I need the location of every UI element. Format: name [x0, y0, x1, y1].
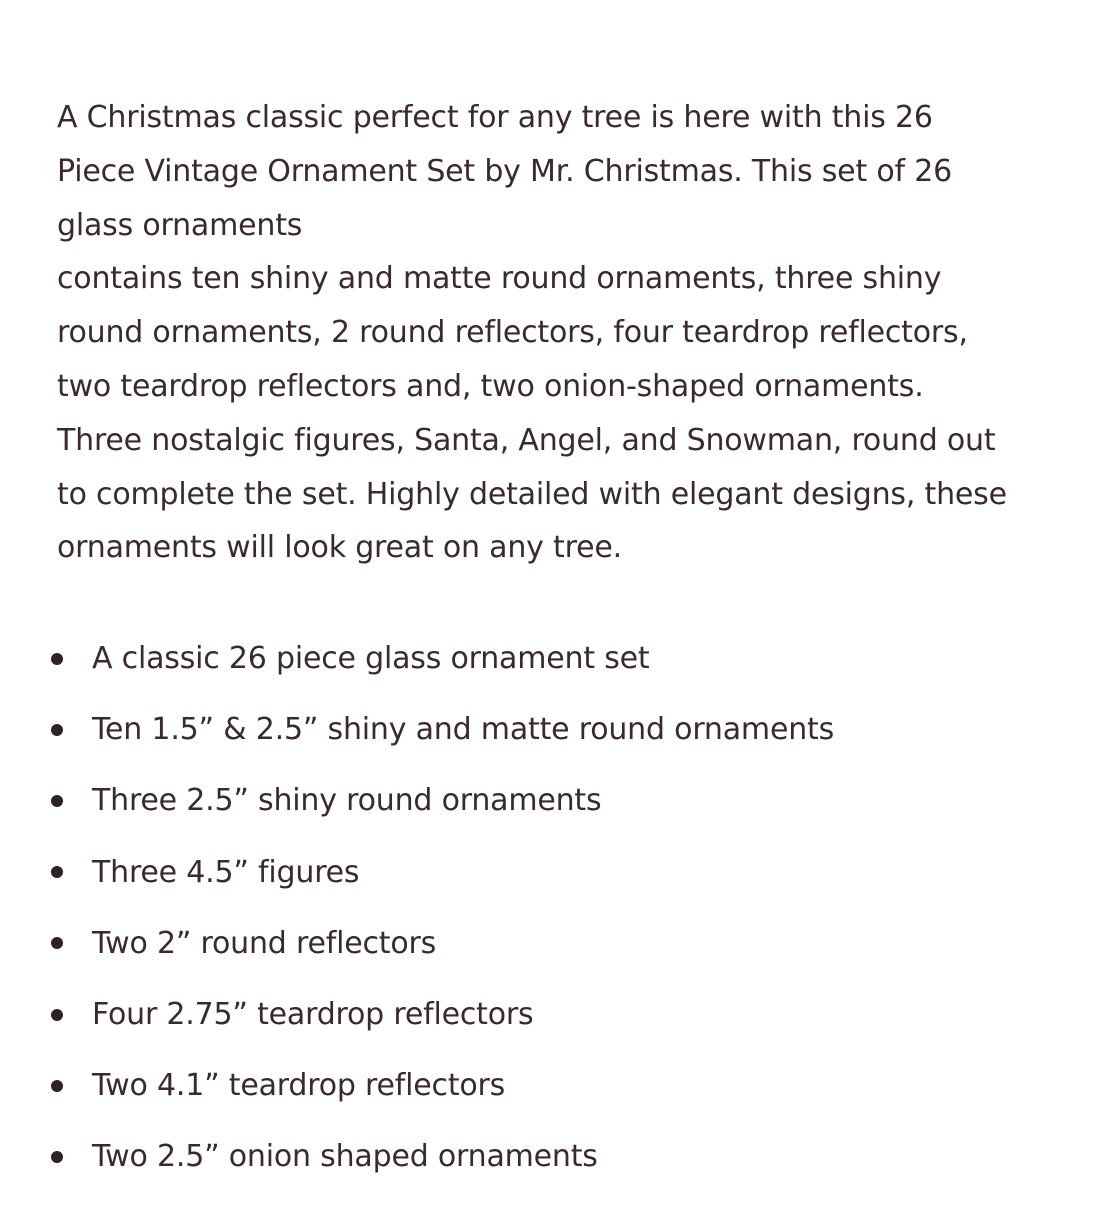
bullet-icon	[51, 1151, 63, 1163]
feature-list-item	[49, 979, 834, 1050]
description-line: Piece Vintage Ornament Set by Mr. Christmas. This set of 26	[57, 153, 952, 189]
description-line: round ornaments, 2 round reflectors, four teardrop reflectors,	[57, 315, 968, 351]
description-line: to complete the set. Highly detailed with elegant designs, these	[57, 476, 1007, 512]
feature-text: Two 2” round reflectors	[92, 925, 437, 961]
description-line: contains ten shiny and matte round ornaments, three shiny	[57, 261, 942, 297]
description-line: ornaments will look great on any tree.	[57, 530, 622, 566]
feature-text: Four 2.75” teardrop reflectors	[92, 997, 534, 1033]
description-line: Three nostalgic figures, Santa, Angel, and Snowman, round out	[57, 422, 996, 458]
bullet-icon	[51, 937, 63, 949]
feature-text: Three 4.5” figures	[92, 854, 360, 890]
feature-list-item	[49, 1050, 834, 1121]
description-line: glass ornaments	[57, 207, 303, 243]
bullet-icon	[51, 866, 63, 878]
feature-list-item	[49, 623, 834, 694]
product-description-section	[57, 91, 1067, 575]
feature-text: Two 4.1” teardrop reflectors	[92, 1068, 506, 1104]
description-line: two teardrop reflectors and, two onion-shaped ornaments.	[57, 368, 924, 404]
feature-list-item	[49, 694, 834, 765]
bullet-icon	[51, 1080, 63, 1092]
bullet-icon	[51, 653, 63, 665]
feature-text: Two 2.5” onion shaped ornaments	[92, 1139, 598, 1175]
feature-text: Three 2.5” shiny round ornaments	[92, 783, 602, 819]
feature-list-item	[49, 765, 834, 836]
description-line: A Christmas classic perfect for any tree is here with this 26	[57, 100, 933, 135]
feature-list-item	[49, 1121, 834, 1192]
bullet-icon	[51, 795, 63, 807]
bullet-icon	[51, 724, 63, 736]
feature-text: Ten 1.5” & 2.5” shiny and matte round ornaments	[92, 712, 835, 748]
bullet-icon	[51, 1009, 63, 1021]
feature-list	[49, 623, 834, 1193]
feature-text: A classic 26 piece glass ornament set	[92, 641, 650, 677]
feature-list-item	[49, 908, 834, 979]
product-description	[57, 91, 1067, 575]
feature-list-item	[49, 837, 834, 908]
